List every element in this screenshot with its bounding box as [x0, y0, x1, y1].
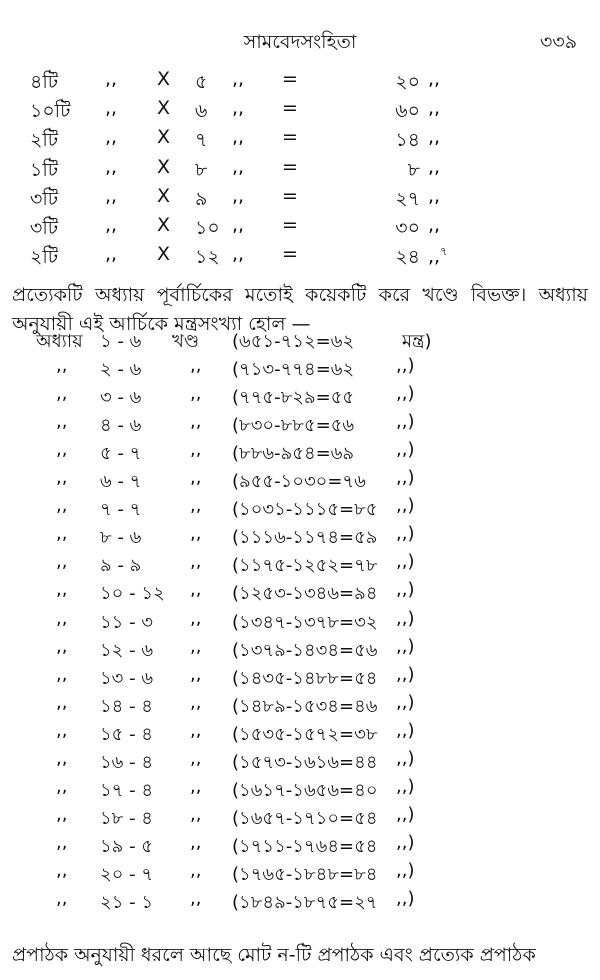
ditto-mark: ,, — [56, 691, 68, 713]
adhyaya-khanda-value: ৯ - ৯ — [100, 555, 142, 577]
adhyaya-khanda-value: ৭ - ৭ — [100, 499, 142, 521]
ditto-mark: ,, — [190, 803, 202, 825]
ditto-mark: ,, — [56, 747, 68, 769]
ditto-mark: ,, — [232, 214, 245, 236]
multiplication-row — [0, 126, 600, 156]
khanda-row — [0, 495, 600, 523]
times-sign: X — [157, 97, 171, 120]
equals-sign: = — [282, 68, 298, 90]
khanda-row — [0, 383, 600, 411]
mantra-range: (১০৩১-১১১৫=৮৫ — [232, 499, 378, 521]
adhyaya-khanda-value: ২১ - ১ — [100, 892, 154, 913]
khanda-row — [0, 720, 600, 748]
result-cell: ৮ — [407, 158, 420, 181]
mantra-range: (১১৭৫-১২৫২=৭৮ — [232, 555, 378, 577]
ditto-mark: ,, — [56, 831, 68, 853]
khanda-row — [0, 804, 600, 832]
adhyaya-khanda-value: ১৯ - ৫ — [100, 835, 153, 857]
mantra-range: (৭১৩-৭৭৪=৬২ — [232, 359, 355, 381]
adhyaya-khanda-value: ১ - ৬ — [100, 331, 142, 352]
ditto-close-paren: ,,) — [396, 719, 415, 741]
ditto-mark: ,, — [56, 888, 68, 909]
mantra-range: (৬৫১-৭১২=৬২ — [232, 331, 355, 352]
ditto-mark: ,, — [56, 719, 68, 741]
ditto-mark: ,, — [232, 97, 245, 120]
khanda-header-row — [0, 327, 600, 355]
khanda-row — [0, 636, 600, 664]
multiplier-cell: ১০ — [195, 217, 220, 239]
ditto-close-paren: ,,) — [396, 495, 415, 517]
mantra-range: (১৬৫৭-১৭১০=৫৪ — [232, 807, 378, 829]
ditto-close-paren: ,,) — [396, 411, 415, 433]
mantra-range: (১৬১৭-১৬৫৬=৪০ — [232, 779, 378, 801]
ditto-mark: ,, — [190, 831, 202, 853]
ditto-mark: ,, — [56, 523, 68, 545]
ditto-close-paren: ,,) — [396, 523, 415, 545]
ditto-mark: ,, — [190, 607, 202, 629]
ditto-mark: ,, — [428, 245, 441, 268]
mantra-range: (৮৩০-৮৮৫=৫৬ — [232, 415, 355, 437]
equals-sign: = — [282, 97, 298, 120]
count-cell: ৪টি — [30, 71, 59, 93]
khanda-row — [0, 888, 600, 916]
ditto-close-paren: ,,) — [396, 775, 415, 797]
ditto-mark: ,, — [56, 551, 68, 573]
equals-sign: = — [282, 243, 298, 266]
equals-sign: = — [282, 214, 298, 236]
ditto-mark: ,, — [190, 467, 202, 489]
ditto-close-paren: ,,) — [396, 803, 415, 825]
khanda-row — [0, 355, 600, 383]
adhyaya-khanda-value: ১৪ - ৪ — [100, 695, 153, 717]
khanda-row — [0, 748, 600, 776]
closing-paragraph: প্রপাঠক অনুযায়ী ধরলে আছে মোট ন-টি প্রপাঠক এবং প্রত্যেক প্রপাঠক — [12, 944, 536, 966]
adhyaya-khanda-value: ১৬ - ৪ — [100, 751, 154, 773]
result-cell: ৩০ — [395, 217, 420, 239]
ditto-with-footnote — [428, 243, 447, 267]
adhyaya-khanda-value: ১৩ - ৬ — [100, 667, 154, 689]
mantra-range: (১৪৩৫-১৪৮৮=৫৪ — [232, 667, 378, 689]
ditto-mark: ,, — [190, 355, 202, 377]
mantra-range: (১৫৭৩-১৬১৬=৪৪ — [232, 751, 378, 773]
multiplier-cell: ৫ — [195, 71, 208, 93]
ditto-close-paren: ,,) — [396, 439, 415, 461]
ditto-mark: ,, — [56, 355, 68, 377]
adhyaya-khanda-value: ১২ - ৬ — [100, 639, 154, 661]
adhyaya-khanda-value: ১০ - ১২ — [100, 583, 165, 605]
adhyaya-khanda-value: ৮ - ৬ — [100, 527, 142, 549]
result-cell: ১৪ — [395, 129, 420, 152]
multiplier-cell: ৯ — [195, 187, 208, 210]
mantra-range: (৭৭৫-৮২৯=৫৫ — [232, 387, 355, 409]
mantra-range: (১৪৮৯-১৫৩৪=৪৬ — [232, 695, 378, 717]
ditto-mark: ,, — [105, 184, 118, 207]
multiplication-row — [0, 243, 600, 273]
ditto-close-paren: ,,) — [396, 607, 415, 629]
ditto-mark: ,, — [105, 243, 118, 266]
mantra-range: (১৩৪৭-১৩৭৮=৩২ — [232, 611, 378, 633]
ditto-mark: ,, — [56, 663, 68, 685]
ditto-mark: ,, — [105, 214, 118, 236]
ditto-mark: ,, — [232, 155, 245, 178]
adhyaya-khanda-value: ৫ - ৭ — [100, 443, 142, 465]
ditto-mark: ,, — [190, 859, 202, 881]
ditto-mark: ,, — [56, 495, 68, 517]
ditto-mark: ,, — [105, 155, 118, 178]
ditto-mark: ,, — [56, 579, 68, 601]
count-cell: ১০টি — [30, 100, 71, 123]
ditto-mark: ,, — [105, 126, 118, 149]
adhyaya-khanda-value: ৩ - ৬ — [100, 387, 142, 409]
adhyaya-khanda-value: ১৭ - ৪ — [100, 779, 154, 801]
ditto-mark: ,, — [232, 126, 245, 149]
count-cell: ২টি — [30, 129, 59, 152]
multiplication-row — [0, 214, 600, 244]
ditto-mark: ,, — [190, 495, 202, 517]
ditto-mark: ,, — [190, 551, 202, 573]
times-sign: X — [157, 68, 171, 90]
count-cell: ৩টি — [30, 187, 59, 210]
ditto-close-paren: ,,) — [396, 831, 415, 853]
times-sign: X — [157, 155, 171, 178]
multiplication-row — [0, 156, 600, 186]
ditto-close-paren: ,,) — [396, 635, 415, 657]
mantra-range: (১৩৭৯-১৪৩৪=৫৬ — [232, 639, 378, 661]
adhyaya-khanda-value: ৬ - ৭ — [100, 471, 142, 493]
times-sign: X — [157, 184, 171, 207]
multiplier-cell: ৮ — [195, 158, 208, 181]
ditto-mark: ,, — [190, 691, 202, 713]
khanda-label: খণ্ড — [172, 331, 200, 352]
ditto-mark: ,, — [190, 523, 202, 545]
ditto-close-paren: ,,) — [396, 579, 415, 601]
ditto-mark: ,, — [190, 411, 202, 433]
multiplication-row — [0, 185, 600, 215]
count-cell: ২টি — [30, 246, 59, 269]
result-cell: ২৪ — [395, 246, 420, 269]
ditto-close-paren: ,,) — [396, 355, 415, 377]
ditto-close-paren: ,,) — [396, 383, 415, 405]
ditto-mark: ,, — [190, 663, 202, 685]
running-title: সামবেদসংহিতা — [243, 31, 357, 53]
ditto-mark: ,, — [56, 439, 68, 461]
adhyaya-label: অধ্যায় — [36, 331, 83, 352]
ditto-mark: ,, — [190, 775, 202, 797]
adhyaya-khanda-value: ২ - ৬ — [100, 359, 142, 381]
ditto-mark: ,, — [56, 411, 68, 433]
ditto-mark: ,, — [428, 214, 441, 236]
result-cell: ২৭ — [395, 187, 420, 210]
adhyaya-khanda-value: ১১ - ৩ — [100, 611, 154, 633]
equals-sign: = — [282, 155, 298, 178]
khanda-row — [0, 608, 600, 636]
khanda-row — [0, 467, 600, 495]
times-sign: X — [157, 243, 171, 266]
equals-sign: = — [282, 184, 298, 207]
mantra-range: (৮৮৬-৯৫৪=৬৯ — [232, 443, 355, 465]
ditto-mark: ,, — [428, 184, 441, 207]
ditto-mark: ,, — [232, 184, 245, 207]
multiplication-row — [0, 97, 600, 127]
mantra-range: (১৫৩৫-১৫৭২=৩৮ — [232, 723, 378, 745]
khanda-row — [0, 776, 600, 804]
ditto-close-paren: ,,) — [396, 551, 415, 573]
times-sign: X — [157, 126, 171, 149]
ditto-mark: ,, — [56, 383, 68, 405]
ditto-mark: ,, — [428, 97, 441, 120]
khanda-row — [0, 579, 600, 607]
ditto-mark: ,, — [428, 126, 441, 149]
ditto-mark: ,, — [232, 68, 245, 90]
ditto-mark: ,, — [190, 888, 202, 909]
ditto-close-paren: ,,) — [396, 888, 415, 909]
page-number: ৩৩৯ — [540, 31, 578, 53]
mantra-range: (১৭১১-১৭৬৪=৫৪ — [232, 835, 378, 857]
ditto-mark: ,, — [56, 607, 68, 629]
equals-sign: = — [282, 126, 298, 149]
ditto-mark: ,, — [56, 467, 68, 489]
khanda-row — [0, 832, 600, 860]
result-cell: ৬০ — [395, 100, 420, 123]
ditto-close-paren: ,,) — [396, 747, 415, 769]
ditto-mark: ,, — [105, 68, 118, 90]
khanda-row — [0, 692, 600, 720]
ditto-mark: ,, — [56, 635, 68, 657]
times-sign: X — [157, 214, 171, 236]
ditto-close-paren: ,,) — [396, 691, 415, 713]
multiplier-cell: ৬ — [195, 100, 208, 123]
multiplication-row — [0, 68, 600, 98]
mantra-range: (৯৫৫-১০৩০=৭৬ — [232, 471, 366, 493]
khanda-row — [0, 664, 600, 692]
mantra-range: (১২৫৩-১৩৪৬=৯৪ — [232, 583, 378, 605]
adhyaya-khanda-value: ১৫ - ৪ — [100, 723, 153, 745]
khanda-row — [0, 860, 600, 888]
mantra-range: (১৭৬৫-১৮৪৮=৮৪ — [232, 863, 378, 885]
mantra-label: মন্ত্র) — [402, 331, 432, 352]
khanda-row — [0, 551, 600, 579]
multiplier-cell: ১২ — [195, 246, 220, 269]
ditto-mark: ,, — [56, 775, 68, 797]
adhyaya-khanda-value: ৪ - ৬ — [100, 415, 142, 437]
ditto-close-paren: ,,) — [396, 663, 415, 685]
khanda-row — [0, 439, 600, 467]
ditto-mark: ,, — [190, 635, 202, 657]
ditto-mark: ,, — [232, 243, 245, 266]
ditto-close-paren: ,,) — [396, 467, 415, 489]
ditto-mark: ,, — [428, 155, 441, 178]
ditto-close-paren: ,,) — [396, 859, 415, 881]
ditto-mark: ,, — [190, 439, 202, 461]
ditto-mark: ,, — [190, 383, 202, 405]
mantra-range: (১৮৪৯-১৮৭৫=২৭ — [232, 892, 378, 913]
ditto-mark: ,, — [428, 68, 441, 90]
multiplier-cell: ৭ — [195, 129, 208, 152]
intro-paragraph: প্রত্যেকটি অধ্যায় পূর্বার্চিকের মতোই কয়েকটি করে খণ্ডে বিভক্ত। অধ্যায় অনুযায়ী এই আর্চিকে মন্ত্রসংখ্যা হোল — — [12, 284, 588, 335]
ditto-mark: ,, — [190, 719, 202, 741]
result-cell: ২০ — [395, 71, 420, 93]
khanda-row — [0, 523, 600, 551]
adhyaya-khanda-value: ১৮ - ৪ — [100, 807, 153, 829]
ditto-mark: ,, — [56, 859, 68, 881]
count-cell: ১টি — [30, 158, 59, 181]
ditto-mark: ,, — [190, 747, 202, 769]
ditto-mark: ,, — [56, 803, 68, 825]
adhyaya-khanda-value: ২০ - ৭ — [100, 863, 154, 885]
khanda-row — [0, 411, 600, 439]
ditto-mark: ,, — [105, 97, 118, 120]
mantra-range: (১১১৬-১১৭৪=৫৯ — [232, 527, 378, 549]
count-cell: ৩টি — [30, 217, 59, 239]
footnote-marker: ৭ — [440, 245, 448, 259]
ditto-mark: ,, — [190, 579, 202, 601]
